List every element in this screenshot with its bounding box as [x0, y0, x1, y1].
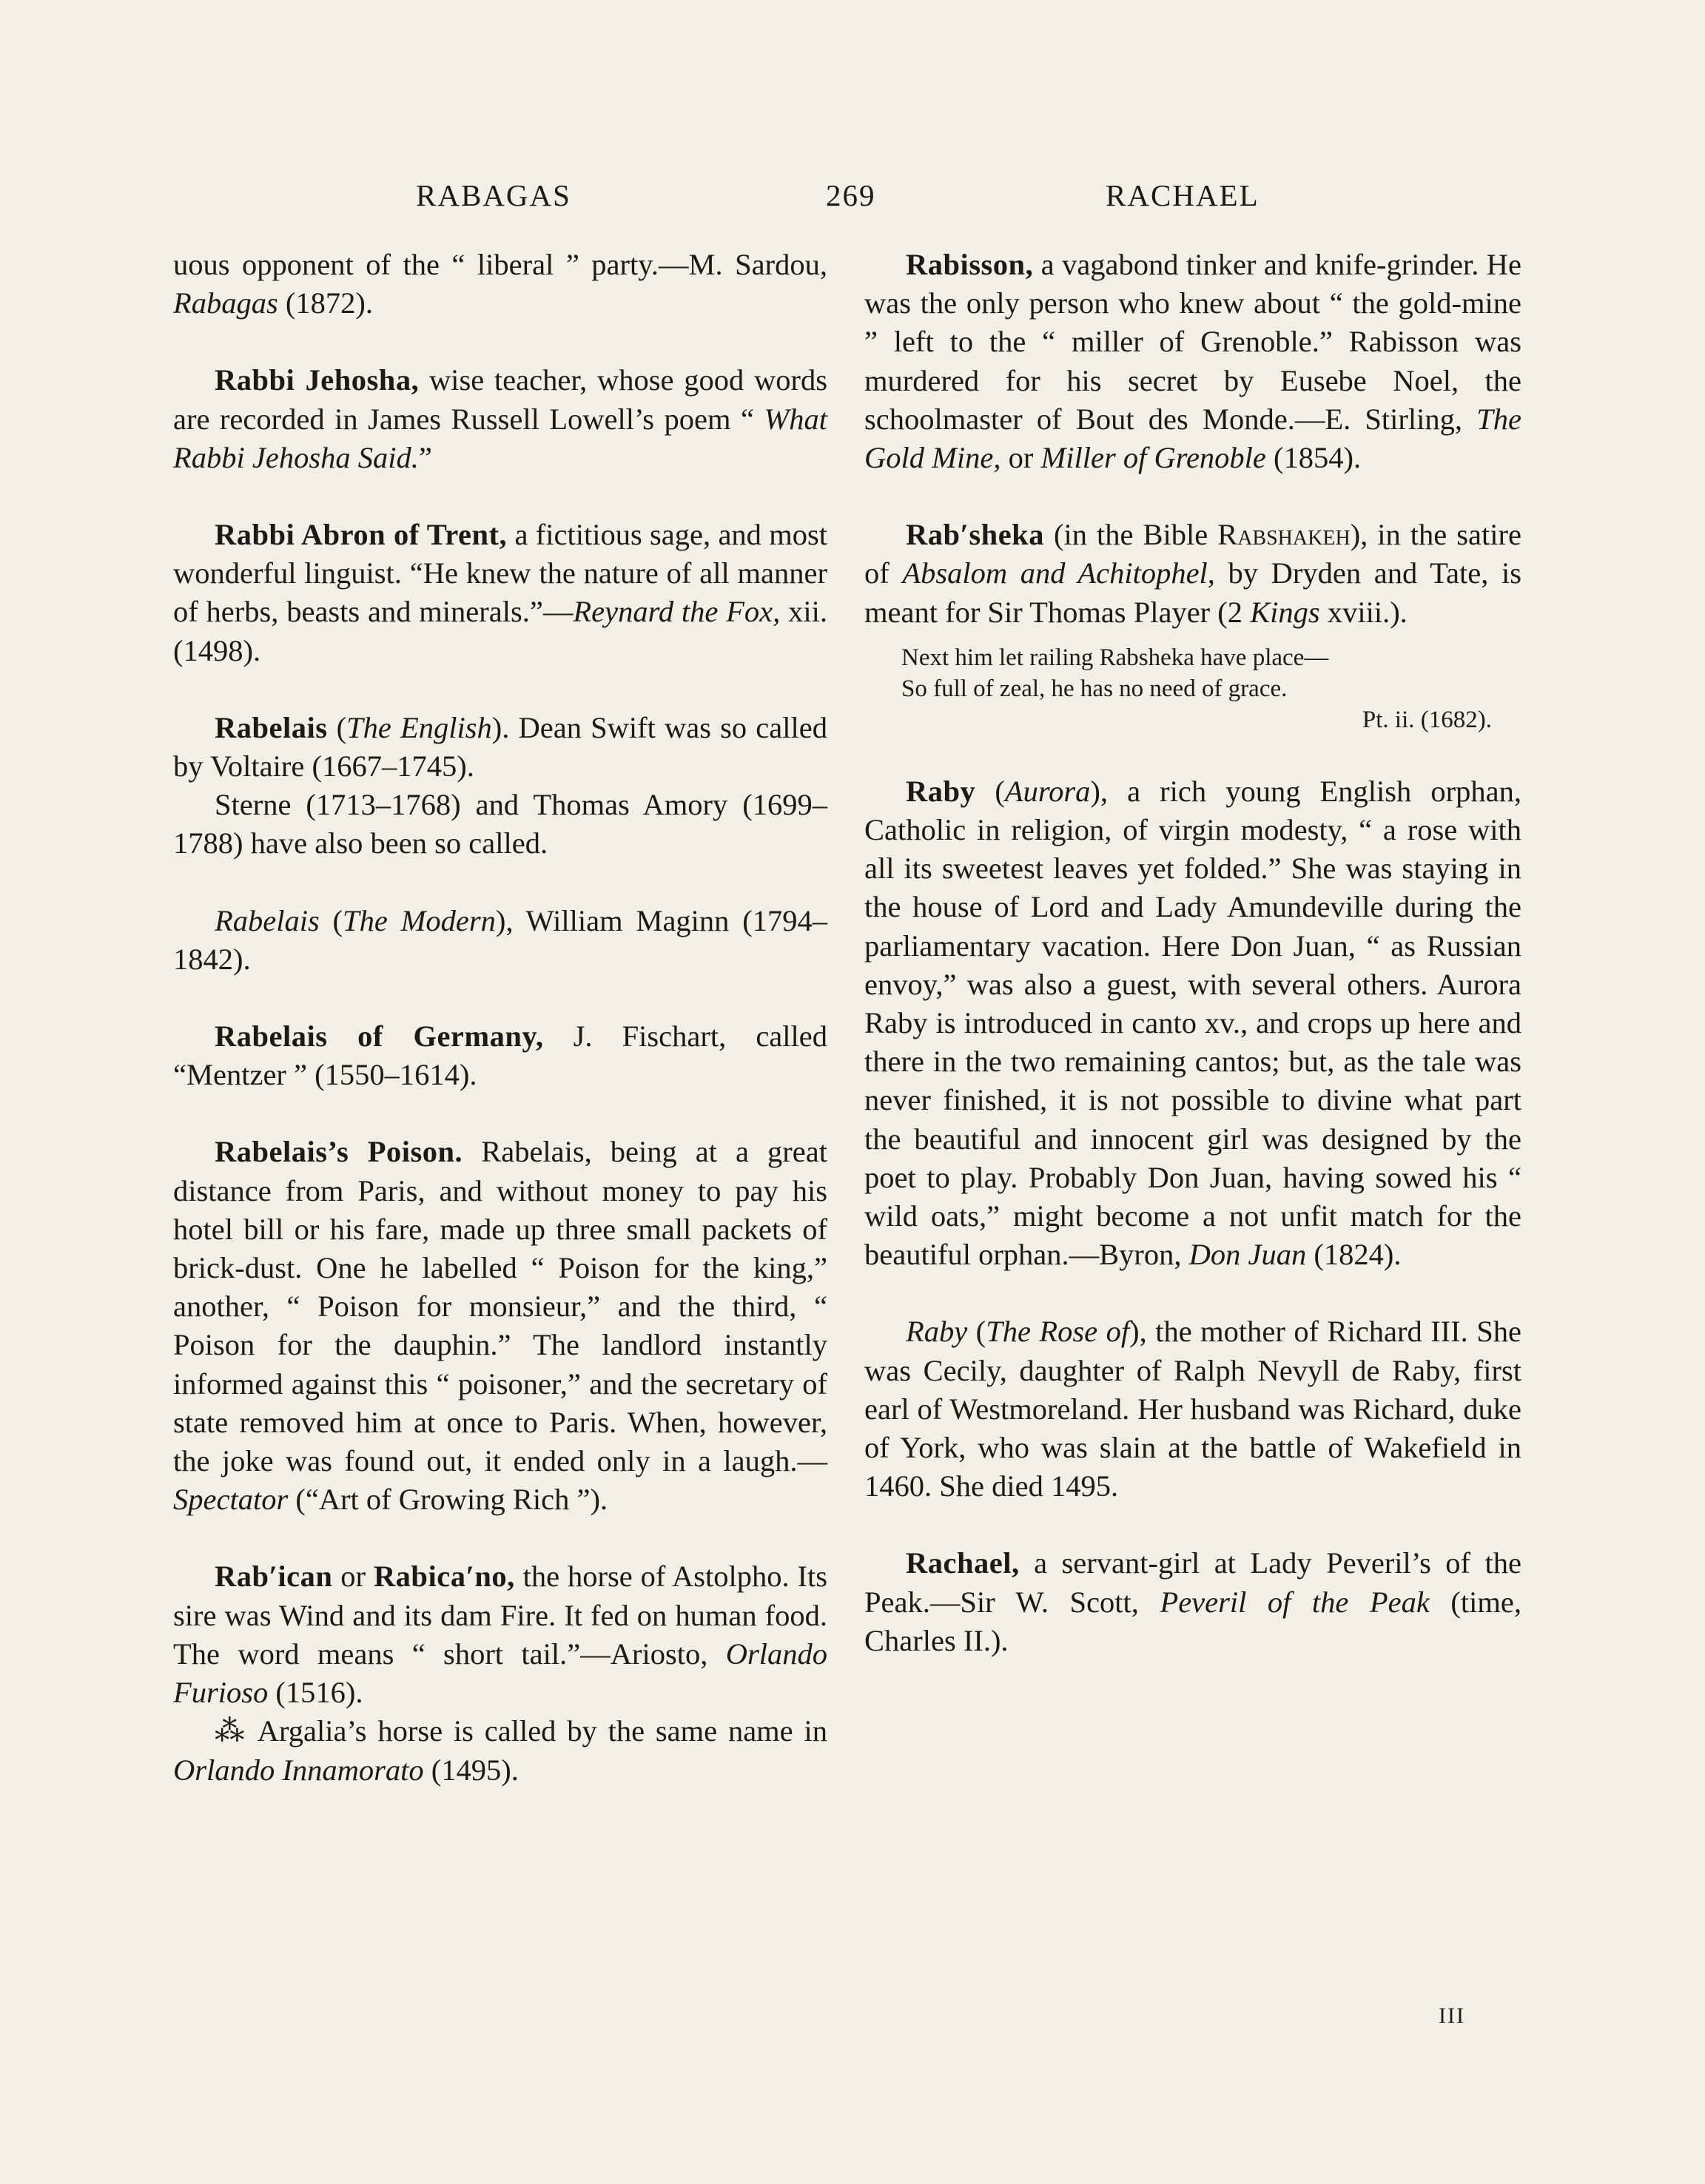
signature-mark: III — [1439, 2003, 1465, 2028]
entry-rabican: Rab′ican or Rabica′no, the horse of Astolpho. Its sire was Wind and its dam Fire. It fed on human food. The word means “ short tail.”—Ariosto, Orlando Furioso (1516). — [173, 1560, 827, 1710]
left-column — [173, 246, 827, 1790]
entry-rachael: Rachael, a servant-girl at Lady Peveril’s of the Peak.—Sir W. Scott, Peveril of the Peak (time, Charles II.). — [864, 1546, 1521, 1657]
entry-rabelais-poison: Rabelais’s Poison. Rabelais, being at a great distance from Paris, and without money to pay his hotel bill or his fare, made up three small packets of brick-dust. One he labelled “ Poison for the king,” another, “ Poison for monsieur,” and the third, “ Poison for the dauphin.” The landlord instantly informed against this “ poisoner,” and the secretary of state removed him at once to Paris. When, however, the joke was found out, it ended only in a laugh.—Spectator (“Art of Growing Rich ”). — [173, 1135, 827, 1517]
continued-entry: uous opponent of the “ liberal ” party.—M. Sardou, Rabagas (1872). — [173, 248, 827, 320]
right-column — [864, 246, 1521, 1660]
entry-rabelais-modern: Rabelais (The Modern), William Maginn (1794–1842). — [173, 903, 827, 976]
header-right: RACHAEL — [1106, 178, 1260, 212]
entry-rabbi-abron: Rabbi Abron of Trent, a fictitious sage, and most wonderful linguist. “He knew the nature of all manner of herbs, beasts and minerals.”—Reynard the Fox, xii. (1498). — [173, 518, 827, 667]
running-header — [0, 178, 1705, 222]
page-number: 269 — [826, 178, 876, 212]
header-left: RABAGAS — [416, 178, 571, 212]
entry-rabsheka: Rab′sheka (in the Bible Rabshakeh), in the satire of Absalom and Achitophel, by Dryden and Tate, is meant for Sir Thomas Player (2 Kings xviii.). — [864, 518, 1521, 629]
entry-rabelais-english-note: Sterne (1713–1768) and Thomas Amory (1699–1788) have also been so called. — [173, 788, 827, 860]
entry-raby-aurora: Raby (Aurora), a rich young English orphan, Catholic in religion, of virgin modesty, “ a rose with all its sweetest leaves yet folded.” She was staying in the house of Lord and Lady Amundeville during the parliamentary vacation. Here Don Juan, “ as Russian envoy,” was also a guest, with several others. Aurora Raby is introduced in canto xv., and crops up here and there in the two remaining cantos; but, as the tale was never finished, it is not possible to divine what part the beautiful and innocent girl was designed by the poet to play. Probably Don Juan, having sowed his “ wild oats,” might become a not unfit match for the beautiful orphan.—Byron, Don Juan (1824). — [864, 774, 1521, 1272]
entry-raby-rose: Raby (The Rose of), the mother of Richard III. She was Cecily, daughter of Ralph Nevyll de Raby, first earl of Westmoreland. Her husband was Richard, duke of York, who was slain at the battle of Wakefield in 1460. She died 1495. — [864, 1315, 1521, 1503]
entry-rabbi-jehosha: Rabbi Jehosha, wise teacher, whose good words are recorded in James Russell Lowell’s poem “ What Rabbi Jehosha Said.” — [173, 363, 827, 474]
entry-rabisson: Rabisson, a vagabond tinker and knife-grinder. He was the only person who knew about “ the gold-mine ” left to the “ miller of Grenoble.” Rabisson was murdered for his secret by Eusebe Noel, the schoolmaster of Bout des Monde.—E. Stirling, The Gold Mine, or Miller of Grenoble (1854). — [864, 248, 1521, 475]
entry-rabelais-english: Rabelais (The English). Dean Swift was so called by Voltaire (1667–1745). — [173, 710, 827, 783]
entry-rabelais-germany: Rabelais of Germany, J. Fischart, called “Mentzer ” (1550–1614). — [173, 1019, 827, 1092]
verse-quotation: Next him let railing Rabsheka have place— So full of zeal, he has no need of grace. Pt. ii. (1682). — [901, 644, 1492, 733]
entry-rabican-note: ⁂ Argalia’s horse is called by the same name in Orlando Innamorato (1495). — [173, 1714, 827, 1787]
